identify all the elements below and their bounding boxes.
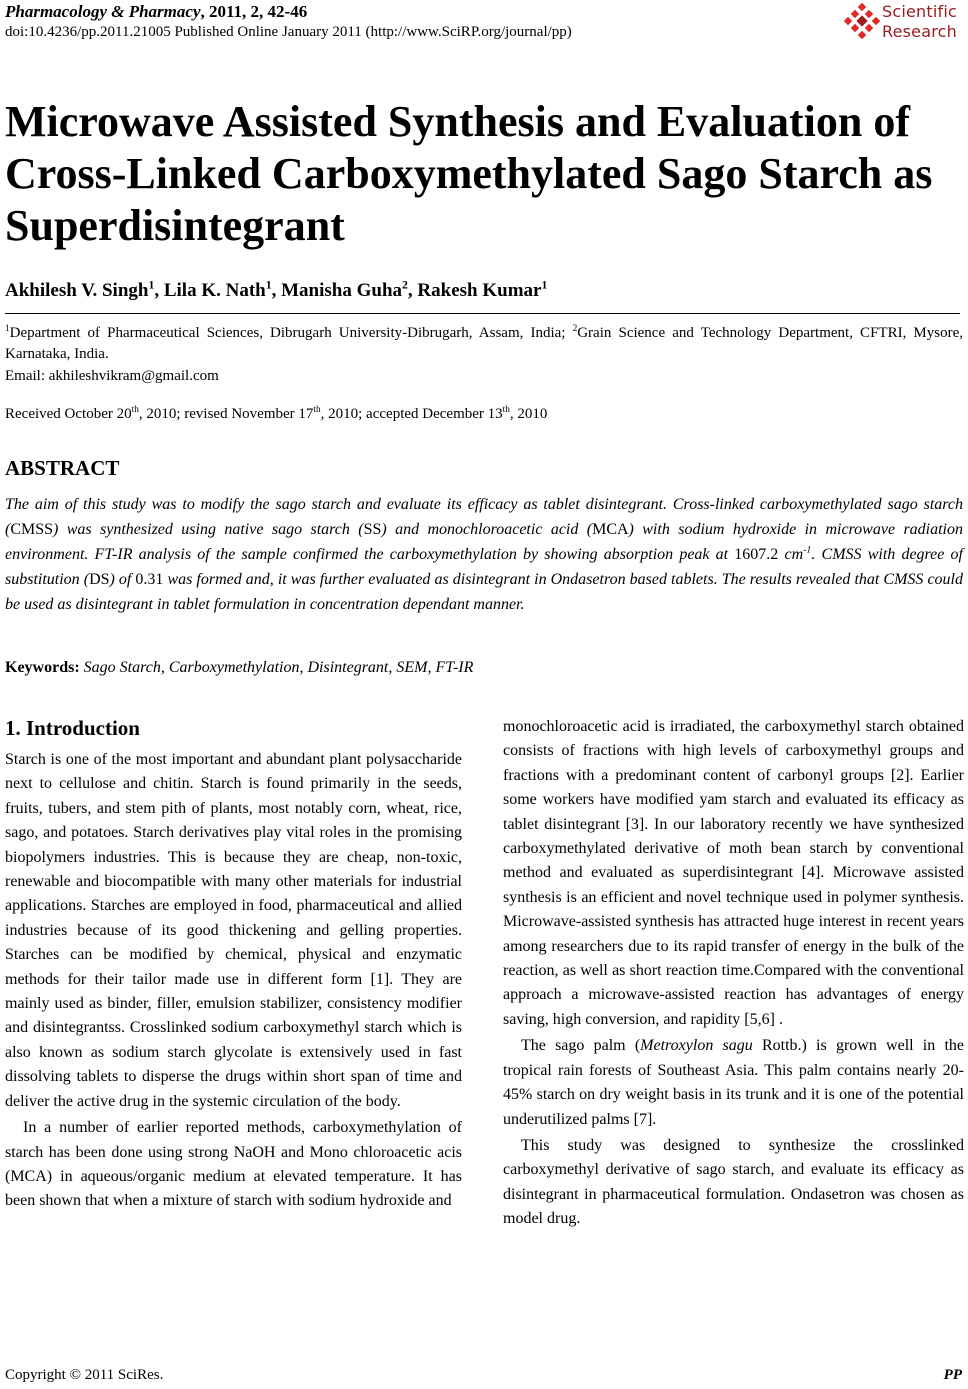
abstract-segment: ) and monochloroacetic acid ( (381, 521, 593, 538)
received-dates (5, 404, 547, 424)
corresponding-email: Email: akhileshvikram@gmail.com (5, 368, 219, 384)
abstract-segment: was formed and, it was further evaluated as disintegrant in Ondasetron based tablets. The results revealed that CMSS could be used as disintegrant in tablet formulation in concentration dependant manner. (5, 571, 963, 613)
author-name: Akhilesh V. Singh (5, 280, 149, 301)
journal-citation (5, 2, 307, 22)
author-affiliation-mark: 1 (541, 278, 548, 292)
author-affiliation-mark: 2 (402, 278, 408, 292)
copyright-notice: Copyright © 2011 SciRes. (5, 1367, 164, 1383)
abstract-segment: The aim of this study was to modify the sago starch and evaluate its efficacy as tablet disintegrant. Cross-linked carboxymethylated sago starch ( (5, 496, 963, 538)
species-name: Metroxylon sagu (640, 1037, 753, 1055)
abstract-superscript: -1 (803, 544, 812, 556)
abstract-term: CMSS (10, 521, 54, 538)
author-name: Rakesh Kumar (417, 280, 542, 301)
author-name: Manisha Guha (281, 280, 403, 301)
accepted-text: , 2010; accepted December 13 (320, 406, 503, 422)
journal-abbreviation: PP (943, 1367, 962, 1383)
abstract-text (5, 492, 963, 617)
author-list (5, 280, 547, 302)
left-column (5, 715, 462, 1214)
logo-text-scientific: Scientific (882, 2, 957, 21)
section-heading-introduction: 1. Introduction (5, 716, 140, 740)
affiliations (5, 323, 963, 365)
author-affiliation-mark: 1 (265, 278, 272, 292)
abstract-heading: ABSTRACT (5, 456, 120, 480)
title-divider (5, 313, 960, 314)
abstract-term: 0.31 (135, 571, 164, 588)
affiliation-mark: 1 (5, 324, 10, 334)
body-paragraph: monochloroacetic acid is irradiated, the carboxymethyl starch obtained consists of fractions with high levels of carboxymethyl groups and fractions with a predominant content of carbonyl groups [2]. Earlier some workers have modified yam starch and evaluated its efficacy as tablet disintegrant [3]. In our laboratory recently we have synthesized carboxymethylated derivative of moth bean starch by conventional method and evaluated as superdisintegrant [4]. Microwave assisted synthesis is an efficient and novel technique used in polymer synthesis. Microwave-assisted synthesis has attracted huge interest in recent years among researchers due to its rapid transfer of energy in the bulk of the reaction, as well as short reaction time.Compared with the conventional approach a microwave-assisted reaction has advantages of energy saving, high conversion, and rapidity [5,6] . (503, 718, 964, 1028)
abstract-segment: ) was synthesized using native sago starch ( (53, 521, 364, 538)
logo-text-research: Research (882, 22, 957, 41)
body-paragraph (503, 1034, 964, 1132)
publisher-logo-icon (844, 3, 880, 39)
ordinal-suffix: th (313, 405, 321, 415)
ordinal-suffix: th (502, 405, 510, 415)
publisher-logo (844, 2, 962, 44)
abstract-term: MCA (592, 521, 629, 538)
abstract-term: SS (363, 521, 382, 538)
doi-line: doi:10.4236/pp.2011.21005 Published Online January 2011 (http://www.SciRP.org/journal/pp) (5, 24, 572, 40)
ordinal-suffix: th (131, 405, 139, 415)
year-text: , 2010 (509, 406, 548, 422)
abstract-segment: ) with sodium hydroxide in microwave radiation environment. FT-IR analysis of the sample confirmed the carboxymethylation by showing absorption peak at (5, 521, 964, 563)
journal-volume-pages: , 2011, 2, 42-46 (200, 2, 308, 21)
body-text: Rottb.) is grown well in the tropical rain forests of Southeast Asia. This palm contains nearly 20-45% starch on dry weight basis in its trunk and it is one of the potential underutilized palms [7]. (503, 1037, 964, 1128)
author-affiliation-mark: 1 (148, 278, 155, 292)
received-text: Received October 20 (5, 406, 132, 422)
body-paragraph: Starch is one of the most important and abundant plant polysaccharide next to cellulose and chitin. Starch is found primarily in the seeds, fruits, tubers, and stem pith of plants, most notably corn, wheat, rice, sago, and potatoes. Starch derivatives play vital roles in the promising biopolymers industries. This is because they are cheap, non-toxic, renewable and biocompatible with many other materials for industrial applications. Starches are employed in food, pharmaceutical and allied industries because of its good thickening and gelling properties. Starches can be modified by chemical, physical and enzymatic methods for their tailor made use in different form [1]. They are mainly used as binder, filler, emulsion stabilizer, consistency modifier and disintegrantss. Crosslinked sodium carboxymethyl starch which is also known as sodium starch glycolate is extensively used in fast dissolving tablets to disperse the drugs within short span of time and deliver the active drug in the systemic circulation of the body. (5, 751, 462, 1110)
body-paragraph: This study was designed to synthesize the crosslinked carboxymethyl derivative of sago starch, and evaluate its efficacy as disintegrant in pharmaceutical formulation. Ondasetron was chosen as model drug. (503, 1136, 964, 1228)
abstract-segment: ) of (109, 571, 136, 588)
author-separator: , (407, 280, 418, 301)
abstract-segment: cm (778, 546, 804, 563)
keywords-line: Keywords: Sago Starch, Carboxymethylation, Disintegrant, SEM, FT-IR (5, 659, 474, 676)
affiliation-1: Department of Pharmaceutical Sciences, Dibrugarh University-Dibrugarh, Assam, India; (9, 325, 573, 341)
abstract-term: DS (89, 571, 110, 588)
keywords-label: Keywords (5, 659, 75, 676)
revised-text: , 2010; revised November 17 (138, 406, 314, 422)
paper-title: Microwave Assisted Synthesis and Evaluation of Cross-Linked Carboxymethylated Sago Starch as Superdisintegrant (5, 97, 933, 250)
body-text: The sago palm ( (521, 1037, 641, 1055)
author-name: Lila K. Nath (163, 280, 266, 301)
keywords-list: Sago Starch, Carboxymethylation, Disintegrant, SEM, FT-IR (83, 659, 474, 676)
author-separator: , (154, 280, 164, 301)
body-paragraph: In a number of earlier reported methods, carboxymethylation of starch has been done using strong NaOH and Mono chloroacetic acis (MCA) in aqueous/organic medium at elevated temperature. It has been shown that when a mixture of starch with sodium hydroxide and (5, 1119, 462, 1210)
author-separator: , (271, 280, 282, 301)
right-column (503, 715, 964, 1232)
abstract-segment: . CMSS with degree of substitution ( (5, 546, 963, 588)
abstract-term: 1607.2 (734, 546, 779, 563)
affiliation-mark: 2 (572, 324, 578, 334)
journal-name: Pharmacology & Pharmacy (5, 2, 201, 21)
affiliation-2: Grain Science and Technology Department, CFTRI, Mysore, Karnataka, India. (5, 325, 963, 362)
